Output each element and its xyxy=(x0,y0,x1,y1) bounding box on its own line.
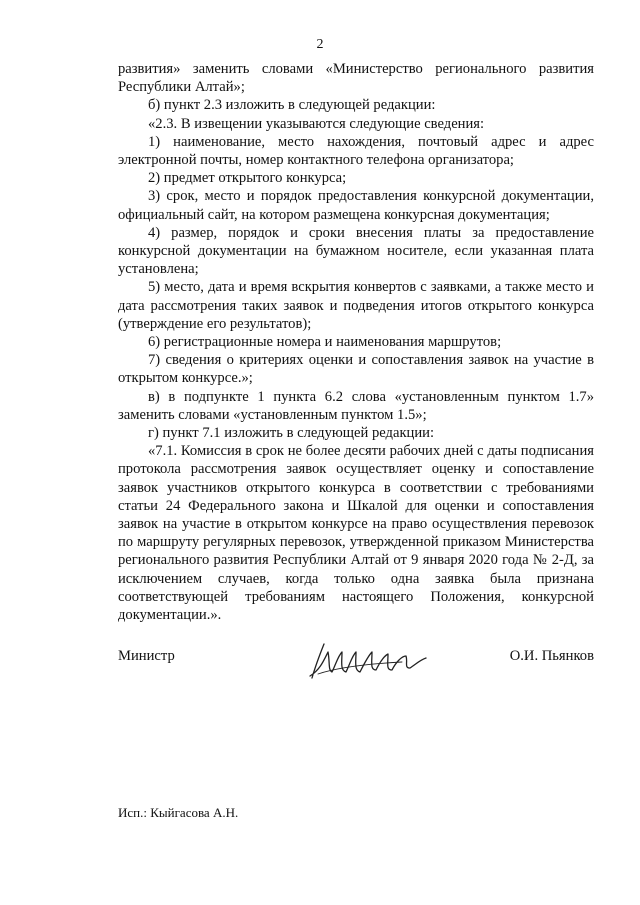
paragraph: 1) наименование, место нахождения, почтовый адрес и адрес электронной почты, номер контактного телефона организатора; xyxy=(118,133,594,169)
paragraph: б) пункт 2.3 изложить в следующей редакции: xyxy=(148,97,436,114)
signatory-title: Министр xyxy=(118,648,175,664)
handwritten-signature xyxy=(306,634,436,686)
paragraph: г) пункт 7.1 изложить в следующей редакции: xyxy=(148,425,435,442)
paragraph: «2.3. В извещении указываются следующие сведения: xyxy=(148,115,485,132)
paragraph: 2) предмет открытого конкурса; xyxy=(148,170,347,187)
paragraph: «7.1. Комиссия в срок не более десяти рабочих дней с даты подписания протокола рассмотрения заявок осуществляет оценку и сопоставление заявок участников открытого конкурса в соответствии с требованиями статьи 24 Федерального закона и Шкалой для оценки и сопоставления заявок на участие в открытом конкурсе на право осуществления перевозок по маршруту регулярных перевозок, утвержденной приказом Министерства регионального развития Республики Алтай от 9 января 2020 года № 2-Д, за исключением случаев, когда только одна заявка была признана соответствующей требованиям настоящего Положения, конкурсной документации.». xyxy=(118,443,594,624)
paragraph: развития» заменить словами «Министерство регионального развития Республики Алтай»; xyxy=(118,61,594,96)
signature-block xyxy=(118,634,594,694)
document-body xyxy=(118,60,594,624)
paragraph: 6) регистрационные номера и наименования маршрутов; xyxy=(148,334,502,351)
paragraph: в) в подпункте 1 пункта 6.2 слова «установленным пунктом 1.7» заменить словами «установленным пунктом 1.5»; xyxy=(118,388,594,423)
paragraph: 5) место, дата и время вскрытия конвертов с заявками, а также место и дата рассмотрения таких заявок и подведения итогов открытого конкурса (утверждение его результатов); xyxy=(118,279,594,332)
paragraph: 7) сведения о критериях оценки и сопоставления заявок на участие в открытом конкурсе.»; xyxy=(118,352,594,387)
executor-note: Исп.: Кыйгасова А.Н. xyxy=(118,805,239,820)
paragraph: 4) размер, порядок и сроки внесения платы за предоставление конкурсной документации на бумажном носителе, если указанная плата установлена; xyxy=(118,224,594,278)
paragraph: 3) срок, место и порядок предоставления конкурсной документации, официальный сайт, на котором размещена конкурсная документация; xyxy=(118,188,594,223)
page-number: 2 xyxy=(316,37,324,52)
signatory-name: О.И. Пьянков xyxy=(509,648,594,664)
